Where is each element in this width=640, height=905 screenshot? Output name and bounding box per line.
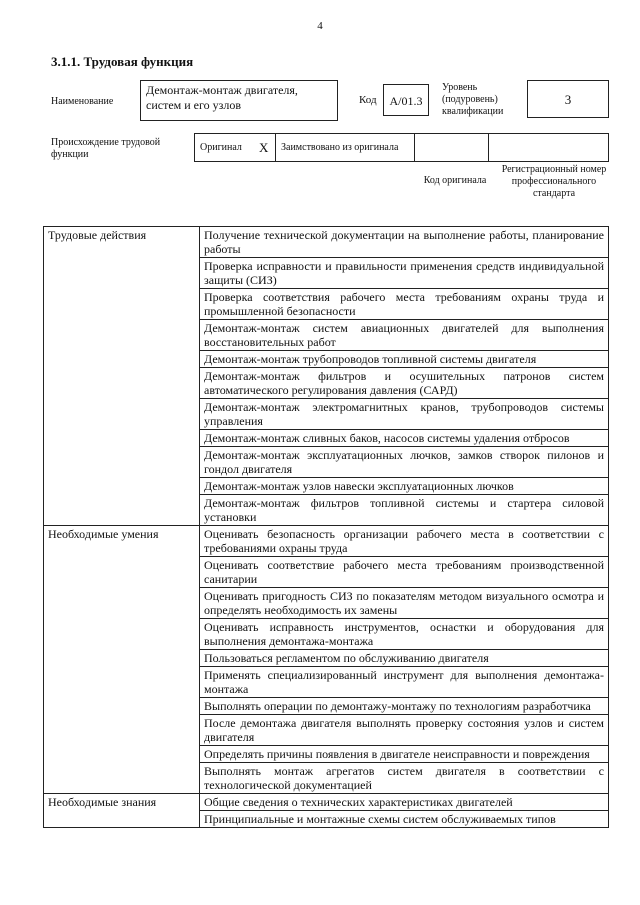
- table-cell: Оценивать пригодность СИЗ по показателям методом визуального осмотра и определять необходимость их замены: [200, 588, 609, 619]
- table-cell: Выполнять операции по демонтажу-монтажу по технологиям разработчика: [200, 698, 609, 715]
- table-cell: Демонтаж-монтаж фильтров и осушительных патронов систем автоматического регулирования давления (САРД): [200, 368, 609, 399]
- section-heading: Необходимые знания: [44, 794, 200, 828]
- level-label: Уровень (подуровень) квалификации: [442, 82, 504, 117]
- table-cell: Демонтаж-монтаж фильтров топливной системы и стартера силовой установки: [200, 495, 609, 526]
- origin-original-label: Оригинал: [200, 142, 242, 153]
- section-title: 3.1.1. Трудовая функция: [51, 54, 194, 69]
- origin-mark: X: [259, 140, 269, 155]
- table-cell: Общие сведения о технических характеристиках двигателей: [200, 794, 609, 811]
- origin-original-cell: [194, 133, 276, 162]
- table-cell: Демонтаж-монтаж трубопроводов топливной системы двигателя: [200, 351, 609, 368]
- origin-borrowed-cell: Заимствовано из оригинала: [275, 133, 415, 162]
- code-original-label: Код оригинала: [423, 175, 487, 186]
- table-cell: Пользоваться регламентом по обслуживанию двигателя: [200, 650, 609, 667]
- code-box: А/01.3: [383, 84, 429, 116]
- table-cell: Принципиальные и монтажные схемы систем обслуживаемых типов: [200, 811, 609, 828]
- table-cell: Демонтаж-монтаж электромагнитных кранов, трубопроводов системы управления: [200, 399, 609, 430]
- section-heading: Необходимые умения: [44, 526, 200, 794]
- origin-row: [194, 133, 609, 162]
- origin-label: Происхождение трудовой функции: [51, 137, 161, 160]
- table-cell: Оценивать исправность инструментов, оснастки и оборудования для выполнения демонтажа-монтажа: [200, 619, 609, 650]
- table-cell: Демонтаж-монтаж систем авиационных двигателей для выполнения восстановительных работ: [200, 320, 609, 351]
- table-cell: Демонтаж-монтаж узлов навески эксплуатационных лючков: [200, 478, 609, 495]
- table-cell: Получение технической документации на выполнение работы, планирование работы: [200, 227, 609, 258]
- page-bottom-mask: [0, 893, 640, 905]
- function-name-box: Демонтаж-монтаж двигателя, систем и его узлов: [140, 80, 338, 121]
- table-row: [44, 227, 609, 258]
- table-cell: Проверка соответствия рабочего места требованиям охраны труда и промышленной безопасности: [200, 289, 609, 320]
- name-label: Наименование: [51, 96, 114, 107]
- code-original-cell: [414, 133, 489, 162]
- reg-number-label: Регистрационный номер профессионального стандарта: [501, 164, 607, 199]
- table-cell: После демонтажа двигателя выполнять проверку состояния узлов и систем двигателя: [200, 715, 609, 746]
- table-row: [44, 526, 609, 557]
- table-cell: Оценивать безопасность организации рабочего места в соответствии с требованиями охраны труда: [200, 526, 609, 557]
- table-cell: Демонтаж-монтаж сливных баков, насосов системы удаления отбросов: [200, 430, 609, 447]
- table-cell: Оценивать соответствие рабочего места требованиям производственной санитарии: [200, 557, 609, 588]
- level-box: 3: [527, 80, 609, 118]
- competency-table: [43, 226, 609, 828]
- table-cell: Определять причины появления в двигателе неисправности и повреждения: [200, 746, 609, 763]
- table-cell: Демонтаж-монтаж эксплуатационных лючков, замков створок пилонов и гондол двигателя: [200, 447, 609, 478]
- section-heading: Трудовые действия: [44, 227, 200, 526]
- page-number: 4: [317, 20, 323, 32]
- reg-number-cell: [488, 133, 609, 162]
- table-cell: Выполнять монтаж агрегатов систем двигателя в соответствии с технологической документацией: [200, 763, 609, 794]
- table-cell: Применять специализированный инструмент для выполнения демонтажа-монтажа: [200, 667, 609, 698]
- table-row: [44, 794, 609, 811]
- code-label: Код: [359, 94, 377, 106]
- table-cell: Проверка исправности и правильности применения средств индивидуальной защиты (СИЗ): [200, 258, 609, 289]
